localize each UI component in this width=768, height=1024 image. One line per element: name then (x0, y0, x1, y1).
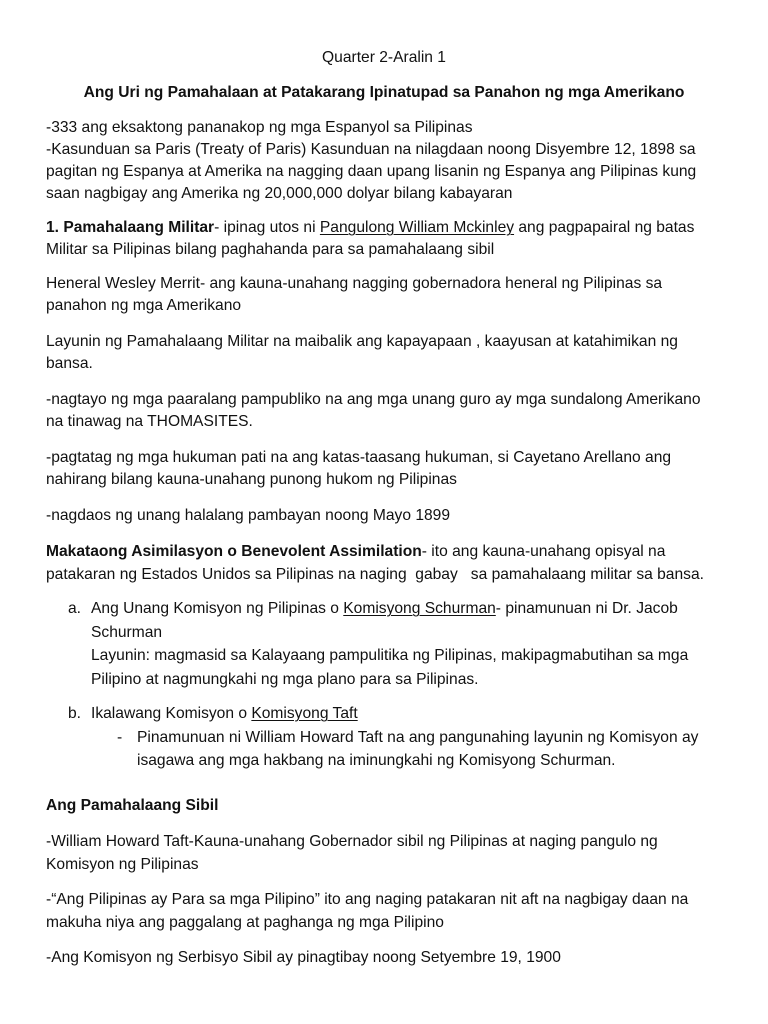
paragraph-line: nahirang bilang kauna-unahang punong hukom ng Pilipinas (46, 471, 457, 488)
intro-line: -333 ang eksaktong pananakop ng mga Espanyol sa Pilipinas (46, 119, 473, 136)
commission-b-subline: isagawa ang mga hakbang na iminungkahi ng Komisyong Schurman. (137, 752, 616, 769)
assimilation-line: patakaran ng Estados Unidos sa Pilipinas na naging gabay sa pamahalaang militar sa bansa. (46, 565, 704, 583)
list-marker: a. (68, 600, 82, 617)
list-marker: b. (68, 705, 82, 722)
military-heading: 1. Pamahalaang Militar (46, 219, 215, 236)
paragraph-line: bansa. (46, 355, 93, 372)
paragraph-line: -“Ang Pilipinas ay Para sa mga Pilipino” ito ang naging patakaran nit aft na nagbigay daan na (46, 890, 689, 908)
paragraph-line: makuha niya ang paggalang at paghanga ng mga Pilipino (46, 913, 444, 931)
merrit-paragraph (46, 273, 662, 317)
intro-line: saan nagbigay ang Amerika ng 20,000,000 dolyar bilang kabayaran (46, 185, 513, 202)
commission-a-line: Pilipino at nagmungkahi ng mga plano para sa Pilipinas. (91, 671, 479, 689)
military-goal-paragraph (46, 331, 678, 375)
president-name: Pangulong William Mckinley (319, 219, 515, 236)
assimilation-line (46, 540, 704, 563)
commission-text: - pinamunuan ni Dr. Jacob (495, 600, 678, 617)
assimilation-paragraph (46, 540, 704, 586)
commission-a-line: Layunin: magmasid sa Kalayaang pampulitika ng Pilipinas, makipagmabutihan sa mga (91, 647, 689, 665)
paragraph-line: Heneral Wesley Merrit- ang kauna-unahang nagging gobernadora heneral ng Pilipinas sa (46, 275, 663, 292)
paragraph-line: -nagdaos ng unang halalang pambayan noong Mayo 1899 (46, 507, 451, 524)
commission-b-item (68, 702, 699, 773)
commission-a-item (68, 597, 689, 692)
commission-subtext: Pinamunuan ni William Howard Taft na ang pangunahing layunin ng Komisyon ay (137, 728, 699, 746)
paragraph-line: -pagtatag ng mga hukuman pati na ang katas-taasang hukuman, si Cayetano Arellano ang (46, 449, 672, 466)
military-text: ang pagpapairal ng batas (514, 219, 695, 236)
paragraph-line: Komisyon ng Pilipinas (46, 855, 199, 873)
commission-b-line (68, 702, 698, 726)
dash-bullet: - (117, 728, 123, 746)
document-title: Ang Uri ng Pamahalaan at Patakarang Ipinatupad sa Panahon ng mga Amerikano (83, 84, 685, 101)
civil-government-heading: Ang Pamahalaang Sibil (46, 796, 219, 814)
military-line: Militar sa Pilipinas bilang paghahanda para sa pamahalaang sibil (46, 241, 495, 258)
paragraph-line: panahon ng mga Amerikano (46, 297, 242, 314)
paragraph-line: na tinawag na THOMASITES. (46, 413, 253, 430)
commission-name: Komisyong Taft (251, 705, 358, 722)
assimilation-text: - ito ang kauna-unahang opisyal na (421, 542, 666, 560)
policy-paragraph (46, 888, 688, 934)
intro-line: -Kasunduan sa Paris (Treaty of Paris) Kasunduan na nilagdaan noong Disyembre 12, 1898 sa (46, 141, 696, 158)
paragraph-line: Layunin ng Pamahalaang Militar na maibalik ang kapayapaan , kaayusan at katahimikan ng (46, 333, 678, 350)
commission-text: Ang Unang Komisyon ng Pilipinas o (91, 600, 344, 617)
military-line (46, 217, 694, 239)
election-paragraph (46, 505, 450, 527)
intro-paragraph (46, 117, 696, 205)
paragraph-line: -nagtayo ng mga paaralang pampubliko na ang mga unang guro ay mga sundalong Amerikano (46, 391, 701, 408)
courts-paragraph (46, 447, 671, 491)
civil-service-paragraph (46, 946, 561, 969)
paragraph-line: -Ang Komisyon ng Serbisyo Sibil ay pinagtibay noong Setyembre 19, 1900 (46, 948, 561, 966)
commission-name: Komisyong Schurman (343, 600, 496, 617)
military-government-paragraph (46, 217, 694, 261)
commission-a-line (68, 597, 688, 621)
taft-paragraph (46, 830, 658, 876)
assimilation-heading: Makataong Asimilasyon o Benevolent Assimilation (46, 542, 422, 560)
commission-text: Ikalawang Komisyon o (91, 705, 252, 722)
commission-b-subline (91, 726, 698, 750)
thomasites-paragraph (46, 389, 701, 433)
intro-line: pagitan ng Espanya at Amerika na nagging daan upang lisanin ng Espanya ang Pilipinas kung (46, 163, 697, 180)
commission-a-line: Schurman (91, 623, 163, 641)
quarter-label: Quarter 2-Aralin 1 (322, 49, 446, 66)
military-text: - ipinag utos ni (214, 219, 320, 236)
paragraph-line: -William Howard Taft-Kauna-unahang Gobernador sibil ng Pilipinas at naging pangulo ng (46, 832, 658, 850)
